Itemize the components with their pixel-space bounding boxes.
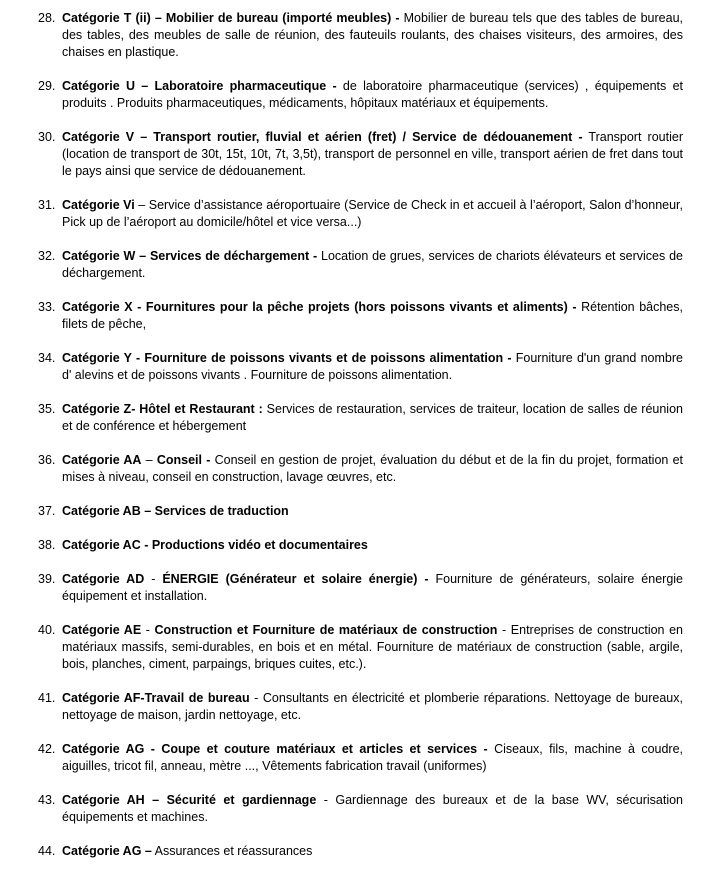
item-heading-text: Catégorie AF-Travail de bureau — [62, 691, 250, 705]
category-item — [38, 299, 683, 333]
item-number: 42. — [38, 742, 56, 756]
category-item — [38, 10, 683, 61]
item-description-text: - Entreprises de construction en matériaux massifs, semi-durables, en bois et en métal. Fourniture de matériaux de construction (sable, argile, bois, planches, ciment, parpaings, briques cuites, etc.). — [62, 623, 683, 671]
item-description-text: Mobilier de bureau tels que des tables de bureau, des tables, des meubles de salle de réunion, des fauteuils roulants, des chaises visiteurs, des armoires, des chaises en plastique. — [62, 11, 683, 59]
item-number: 44. — [38, 844, 56, 858]
item-heading-text: Catégorie X - Fournitures pour la pêche projets (hors poissons vivants et aliments) - — [62, 300, 577, 314]
item-heading-text: Catégorie V – Transport routier, fluvial et aérien (fret) / Service de dédouanement - — [62, 130, 583, 144]
category-item — [38, 843, 683, 860]
category-item — [38, 792, 683, 826]
category-item — [38, 537, 683, 554]
item-heading-text: Catégorie AD — [62, 572, 145, 586]
category-list — [38, 10, 684, 877]
item-number: 38. — [38, 538, 56, 552]
category-item — [38, 401, 683, 435]
category-item — [38, 503, 683, 520]
item-description-text: Location de grues, services de chariots élévateurs et services de déchargement. — [62, 249, 683, 280]
item-number: 39. — [38, 572, 56, 586]
category-item — [38, 571, 683, 605]
item-number: 35. — [38, 402, 56, 416]
item-number: 31. — [38, 198, 56, 212]
item-description-text: Assurances et réassurances — [151, 844, 313, 858]
item-description-text: de laboratoire pharmaceutique (services) , équipements et produits . Produits pharmaceutiques, médicaments, hôpitaux matériaux et équipements. — [62, 79, 683, 110]
item-heading-text: Catégorie Vi — [62, 198, 135, 212]
category-item — [38, 78, 683, 112]
item-description-text: – Service d’assistance aéroportuaire (Service de Check in et accueil à l’aéroport, Salon d’honneur, Pick up de l’aéroport au domicile/hôtel et vice versa...) — [62, 198, 683, 229]
item-heading-text: Catégorie Y - Fourniture de poissons vivants et de poissons alimentation - — [62, 351, 512, 365]
category-item — [38, 741, 684, 775]
item-description-text: Rétention bâches, filets de pêche, — [62, 300, 683, 331]
item-heading-text: Catégorie AE — [62, 623, 142, 637]
item-number: 32. — [38, 249, 56, 263]
item-description-text: Conseil en gestion de projet, évaluation du début et de la fin du projet, formation et mises à niveau, conseil en construction, lavage œuvres, etc. — [62, 453, 683, 484]
category-item — [38, 622, 683, 673]
item-heading-text: Catégorie T (ii) – Mobilier de bureau (importé meubles) - — [62, 11, 400, 25]
item-heading-text: Catégorie AH – Sécurité et gardiennage — [62, 793, 317, 807]
category-item — [38, 452, 683, 486]
item-number: 30. — [38, 130, 56, 144]
item-heading-text: Catégorie Z- Hôtel et Restaurant : — [62, 402, 263, 416]
item-number: 36. — [38, 453, 56, 467]
item-heading-text: Catégorie AB – Services de traduction — [62, 504, 289, 518]
category-item — [38, 690, 683, 724]
item-heading-text: Catégorie AG – — [62, 844, 152, 858]
item-description-text: - Consultants en électricité et plomberie réparations. Nettoyage de bureaux, nettoyage de maison, jardin nettoyage, etc. — [62, 691, 683, 722]
item-heading-text: Construction et Fourniture de matériaux de construction — [154, 623, 498, 637]
category-item — [38, 129, 683, 180]
item-heading-text: Catégorie AC - Productions vidéo et documentaires — [62, 538, 368, 552]
item-description-text: Fourniture de générateurs, solaire énergie équipement et installation. — [62, 572, 683, 603]
item-number: 28. — [38, 11, 56, 25]
category-item — [38, 197, 683, 231]
item-number: 40. — [38, 623, 56, 637]
item-number: 34. — [38, 351, 56, 365]
item-number: 37. — [38, 504, 56, 518]
item-heading-text: Catégorie AG - Coupe et couture matériaux et articles et services - — [62, 742, 488, 756]
item-heading-text: Conseil - — [156, 453, 211, 467]
item-description-text: - — [144, 572, 163, 586]
category-item — [38, 248, 683, 282]
item-number: 29. — [38, 79, 56, 93]
item-number: 43. — [38, 793, 56, 807]
item-description-text: – — [141, 453, 157, 467]
item-number: 41. — [38, 691, 56, 705]
item-number: 33. — [38, 300, 56, 314]
item-description-text: Transport routier (location de transport de 30t, 15t, 10t, 7t, 3,5t), transport de personnel en ville, transport aérien de fret dans tout le pays ainsi que service de dédouanement. — [62, 130, 683, 178]
item-heading-text: ÉNERGIE (Générateur et solaire énergie) - — [162, 572, 429, 586]
item-description-text: Fourniture d'un grand nombre d' alevins et de poissons vivants . Fourniture de poissons alimentation. — [62, 351, 683, 382]
item-heading-text: Catégorie U – Laboratoire pharmaceutique - — [62, 79, 337, 93]
item-description-text: - — [141, 623, 155, 637]
item-heading-text: Catégorie W – Services de déchargement - — [62, 249, 318, 263]
item-description-text: Services de restauration, services de traiteur, location de salles de réunion et de conférence et hébergement — [62, 402, 683, 433]
item-heading-text: Catégorie AA — [62, 453, 142, 467]
category-item — [38, 350, 683, 384]
item-description-text: - Gardiennage des bureaux et de la base WV, sécurisation équipements et machines. — [62, 793, 683, 824]
item-description-text: Ciseaux, fils, machine à coudre, aiguilles, tricot fil, anneau, mètre ..., Vêtements fabrication travail (uniformes) — [62, 742, 684, 773]
